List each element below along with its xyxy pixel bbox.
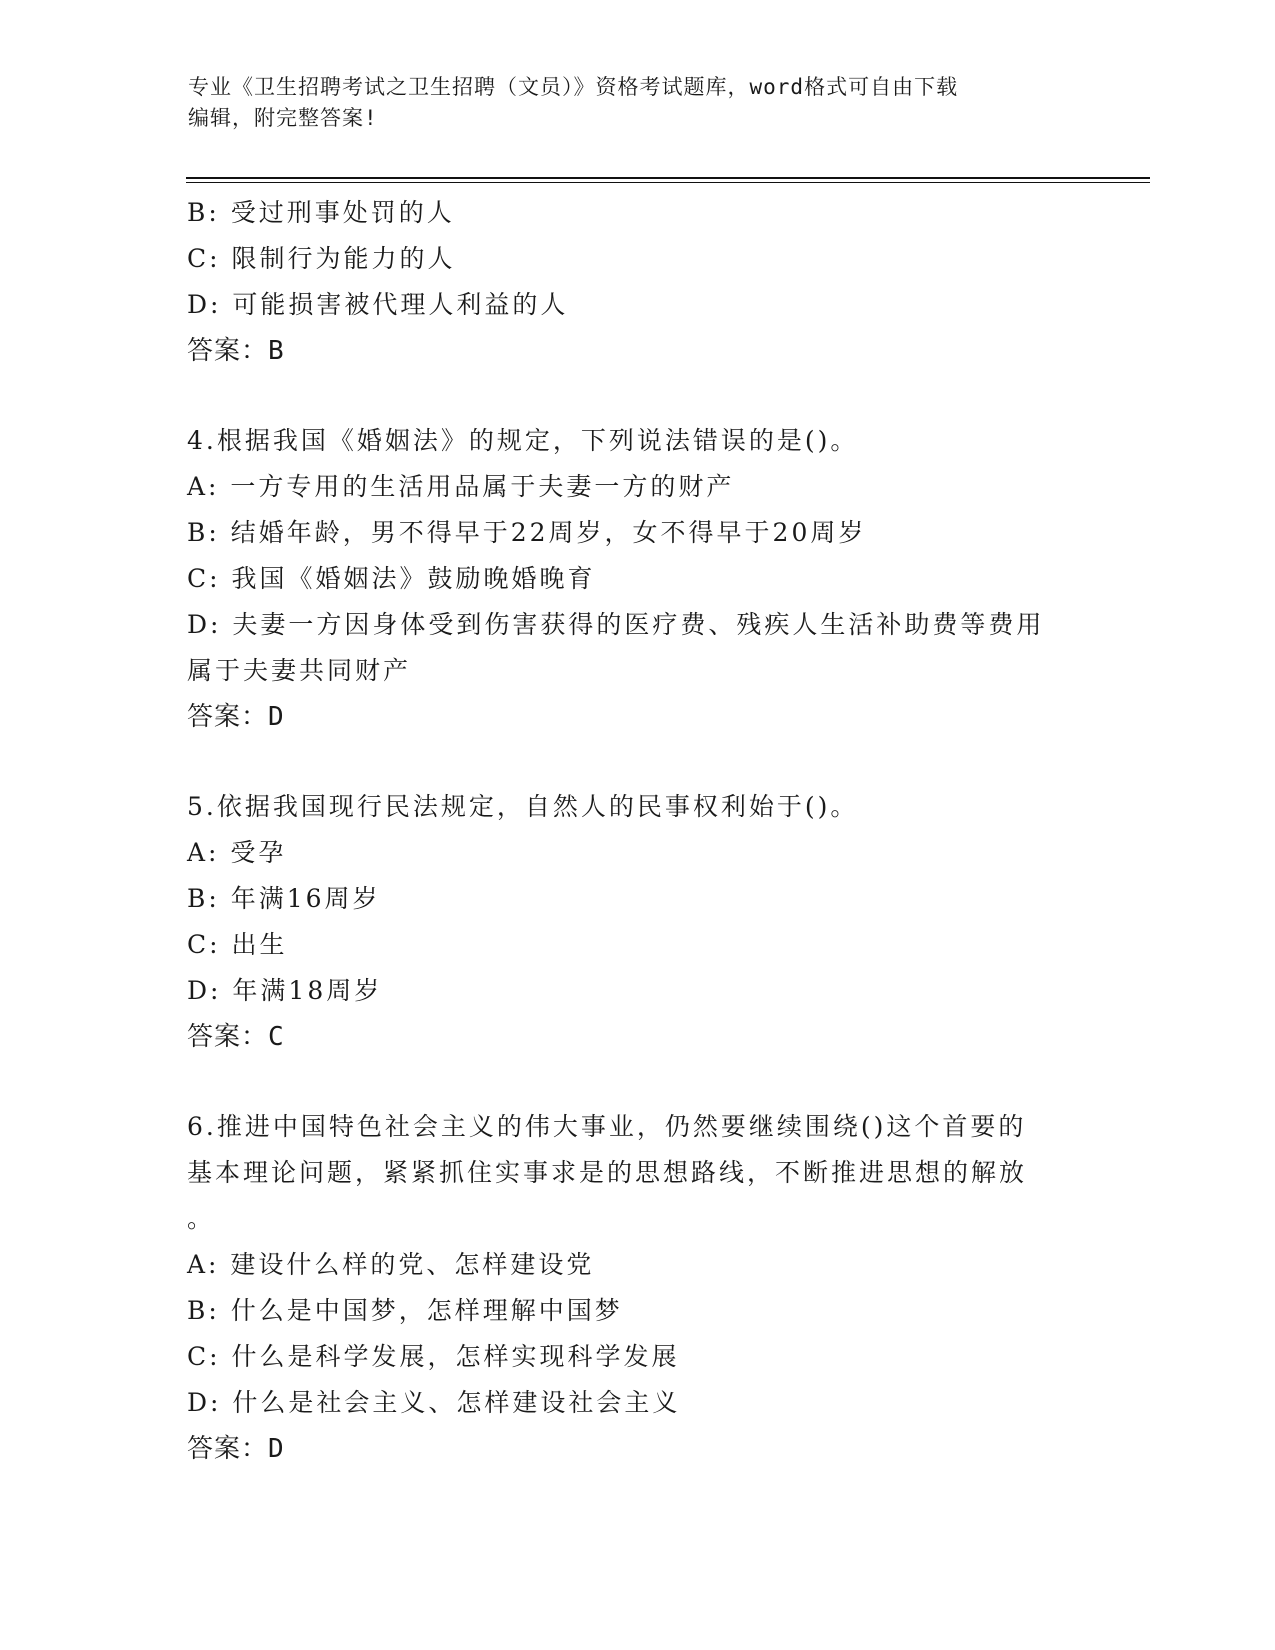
option-d: D: 夫妻一方因身体受到伤害获得的医疗费、残疾人生活补助费等费用 (187, 610, 1045, 639)
question-text: 5.依据我国现行民法规定，自然人的民事权利始于()。 (187, 792, 859, 821)
document-header (188, 72, 1068, 134)
option-a: A: 受孕 (187, 838, 287, 867)
option-b: B: 什么是中国梦，怎样理解中国梦 (187, 1296, 623, 1325)
question-6 (187, 1104, 1087, 1472)
question-5 (187, 784, 1087, 1060)
question-3 (187, 190, 1087, 374)
answer: 答案：D (187, 1434, 285, 1464)
option-b: B: 受过刑事处罚的人 (187, 198, 455, 227)
question-text: 6.推进中国特色社会主义的伟大事业，仍然要继续围绕()这个首要的 (187, 1112, 1027, 1141)
answer: 答案：D (187, 702, 285, 732)
option-c: C: 限制行为能力的人 (187, 244, 456, 273)
option-d: D: 年满18周岁 (187, 976, 383, 1005)
header-rule-thick (186, 177, 1150, 179)
answer: 答案：B (187, 336, 285, 366)
header-line-2: 编辑，附完整答案! (188, 106, 378, 130)
question-4 (187, 418, 1087, 740)
option-c: C: 我国《婚姻法》鼓励晚婚晚育 (187, 564, 596, 593)
option-a: A: 建设什么样的党、怎样建设党 (187, 1250, 595, 1279)
option-c: C: 出生 (187, 930, 288, 959)
header-line-1: 专业《卫生招聘考试之卫生招聘（文员）》资格考试题库，word格式可自由下载 (188, 75, 959, 99)
option-b: B: 结婚年龄，男不得早于22周岁，女不得早于20周岁 (187, 518, 867, 547)
option-d-continued: 属于夫妻共同财产 (187, 656, 412, 685)
question-text-continued: 基本理论问题，紧紧抓住实事求是的思想路线，不断推进思想的解放 (187, 1158, 1028, 1187)
question-list (187, 190, 1087, 1472)
question-text-end: 。 (187, 1204, 216, 1233)
header-rule-thin (186, 182, 1150, 183)
question-text: 4.根据我国《婚姻法》的规定，下列说法错误的是()。 (187, 426, 859, 455)
option-b: B: 年满16周岁 (187, 884, 381, 913)
option-d: D: 什么是社会主义、怎样建设社会主义 (187, 1388, 681, 1417)
option-c: C: 什么是科学发展，怎样实现科学发展 (187, 1342, 680, 1371)
option-d: D: 可能损害被代理人利益的人 (187, 290, 569, 319)
option-a: A: 一方专用的生活用品属于夫妻一方的财产 (187, 472, 735, 501)
answer: 答案：C (187, 1022, 285, 1052)
